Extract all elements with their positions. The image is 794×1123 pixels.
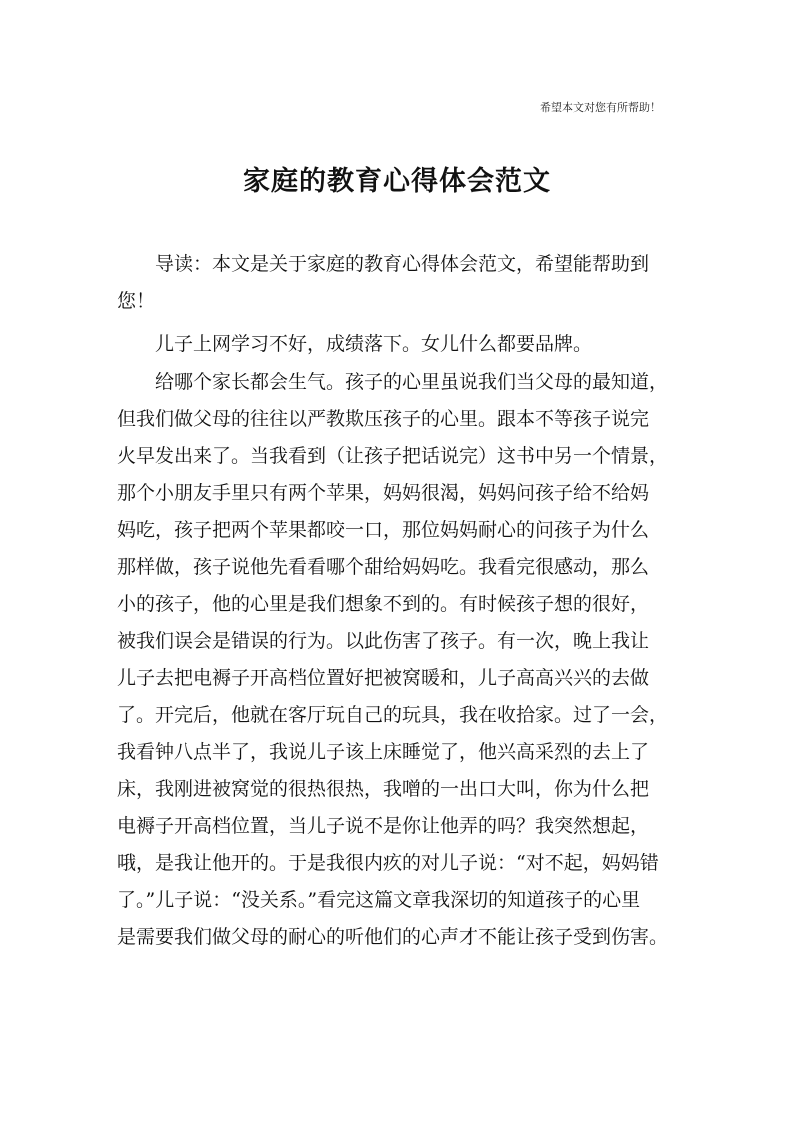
paragraph-line: 小的孩子，他的心里是我们想象不到的。有时候孩子想的很好， bbox=[117, 593, 650, 615]
intro-paragraph bbox=[117, 251, 695, 315]
paragraph-2 bbox=[117, 369, 695, 951]
paragraph-line: 妈吃，孩子把两个苹果都咬一口，那位妈妈耐心的问孩子为什么 bbox=[117, 519, 650, 541]
paragraph-line: 儿子去把电褥子开高档位置好把被窝暖和，儿子高高兴兴的去做 bbox=[117, 667, 650, 689]
paragraph-line: 床，我刚进被窝觉的很热很热，我噌的一出口大叫，你为什么把 bbox=[117, 778, 650, 800]
paragraph-line: 那个小朋友手里只有两个苹果，妈妈很渴，妈妈问孩子给不给妈 bbox=[117, 482, 650, 504]
paragraph-line: 导读：本文是关于家庭的教育心得体会范文，希望能帮助到 bbox=[117, 253, 650, 275]
document-body bbox=[117, 251, 695, 951]
paragraph-1 bbox=[117, 331, 695, 358]
paragraph-line: 那样做，孩子说他先看看哪个甜给妈妈吃。我看完很感动，那么 bbox=[117, 556, 650, 578]
paragraph-line: 但我们做父母的往往以严教欺压孩子的心里。跟本不等孩子说完 bbox=[117, 408, 650, 430]
header-note: 希望本文对您有所帮助！ bbox=[540, 101, 661, 114]
paragraph-line: 给哪个家长都会生气。孩子的心里虽说我们当父母的最知道， bbox=[117, 371, 669, 393]
paragraph-line: 您！ bbox=[117, 290, 156, 312]
paragraph-line: 哦，是我让他开的。于是我很内疚的对儿子说：“对不起，妈妈错 bbox=[117, 852, 659, 874]
paragraph-line: 了。开完后，他就在客厅玩自己的玩具，我在收拾家。过了一会， bbox=[117, 704, 669, 726]
paragraph-line: 儿子上网学习不好，成绩落下。女儿什么都要品牌。 bbox=[117, 333, 593, 355]
paragraph-line: 被我们误会是错误的行为。以此伤害了孩子。有一次，晚上我让 bbox=[117, 630, 650, 652]
paragraph-line: 是需要我们做父母的耐心的听他们的心声才不能让孩子受到伤害。 bbox=[117, 926, 669, 948]
document-title: 家庭的教育心得体会范文 bbox=[243, 166, 551, 197]
paragraph-line: 了。”儿子说：“没关系。”看完这篇文章我深切的知道孩子的心里 bbox=[117, 889, 641, 911]
paragraph-line: 我看钟八点半了，我说儿子该上床睡觉了，他兴高采烈的去上了 bbox=[117, 741, 650, 763]
paragraph-line: 电褥子开高档位置，当儿子说不是你让他弄的吗？我突然想起， bbox=[117, 815, 650, 837]
paragraph-line: 火早发出来了。当我看到（让孩子把话说完）这书中另一个情景， bbox=[117, 445, 669, 467]
